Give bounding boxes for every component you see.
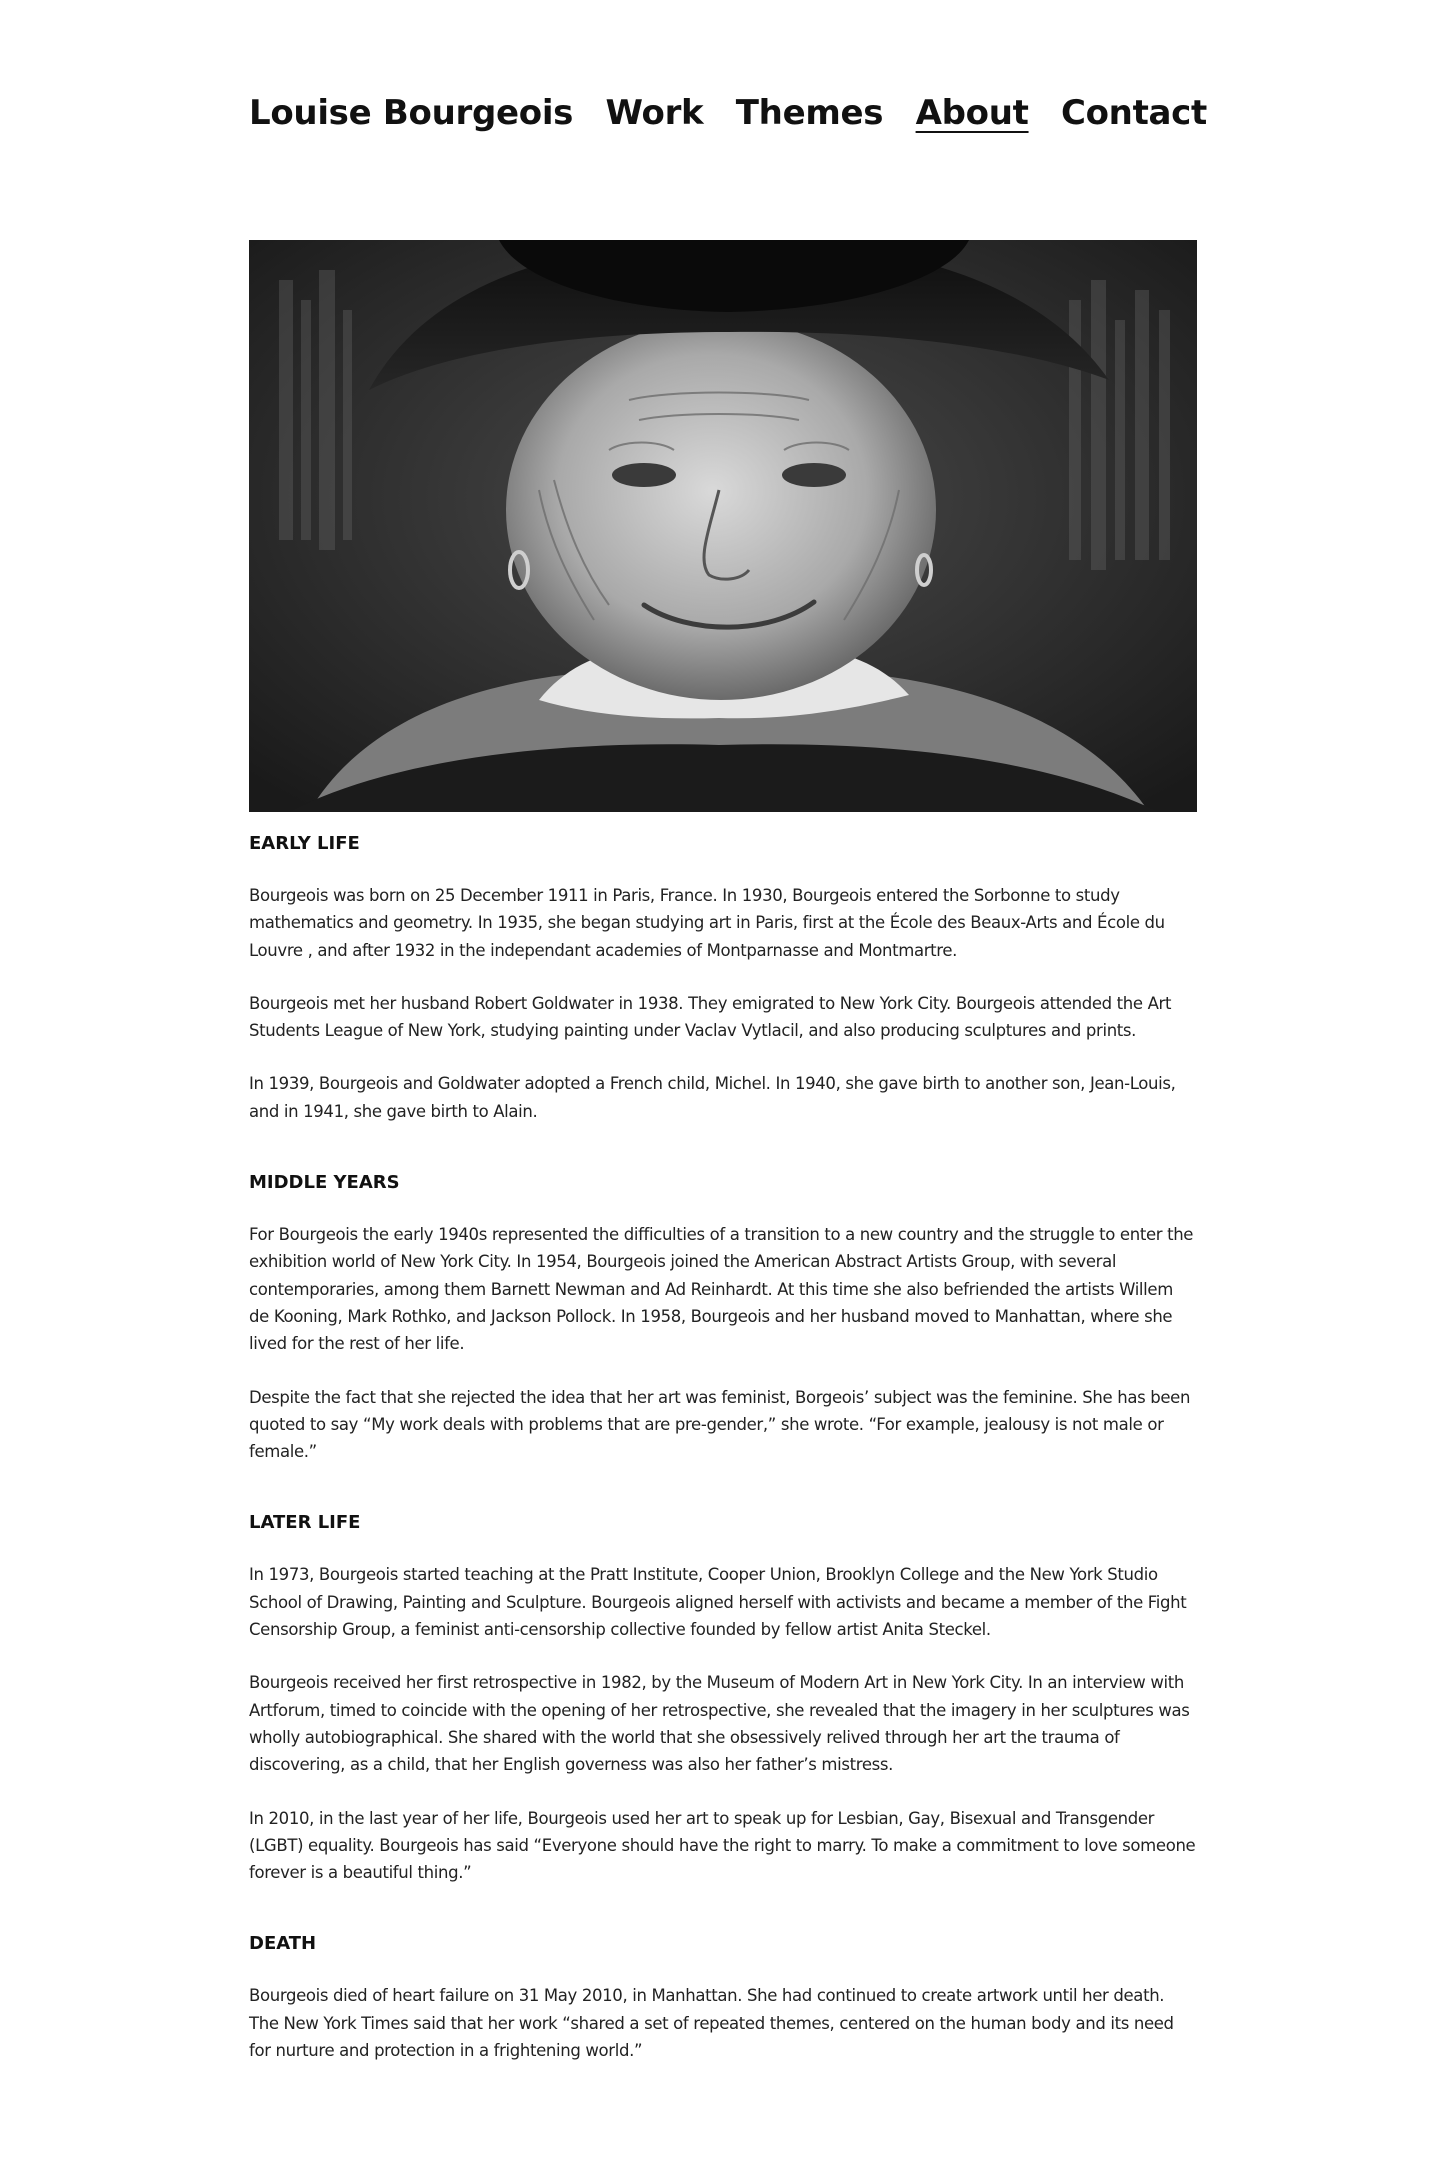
nav-brand-link[interactable]: Louise Bourgeois (249, 93, 574, 133)
paragraph: In 1939, Bourgeois and Goldwater adopted a French child, Michel. In 1940, she gave birth to another son, Jean-Louis, and in 1941, she gave birth to Alain. (249, 1074, 1176, 1121)
paragraph: For Bourgeois the early 1940s represented the difficulties of a transition to a new country and the struggle to enter the exhibition world of New York City. In 1954, Bourgeois joined the American Abstract Artists Group, with several contemporaries, among them Barnett Newman and Ad Reinhardt. At this time she also befriended the artists Willem de Kooning, Mark Rothko, and Jackson Pollock. In 1958, Bourgeois and her husband moved to Manhattan, where she lived for the rest of her life. (249, 1225, 1194, 1354)
section-title: MIDDLE YEARS (249, 1172, 400, 1194)
nav-link-contact[interactable]: Contact (1060, 93, 1207, 133)
section-death (249, 1930, 1197, 2064)
paragraph: Despite the fact that she rejected the idea that her art was feminist, Borgeois’ subject was the feminine. She has been quoted to say “My work deals with problems that are pre-gender,” she wrote. “For example, jealousy is not male or female.” (249, 1387, 1191, 1462)
paragraph: Bourgeois died of heart failure on 31 May 2010, in Manhattan. She had continued to create artwork until her death. The New York Times said that her work “shared a set of repeated themes, centered on the human body and its need for nurture and protection in a frightening world.” (249, 1986, 1174, 2061)
section-title: LATER LIFE (249, 1512, 361, 1534)
portrait-photo (249, 240, 1197, 812)
nav-link-work[interactable]: Work (605, 93, 704, 133)
paragraph: Bourgeois received her first retrospective in 1982, by the Museum of Modern Art in New York City. In an interview with Artforum, timed to coincide with the opening of her retrospective, she revealed that the imagery in her sculptures was wholly autobiographical. She shared with the world that she obsessively relived through her art the trauma of discovering, as a child, that her English governess was also her father’s mistress. (249, 1673, 1190, 1775)
main-nav (249, 88, 1207, 138)
section-later-life (249, 1509, 1197, 1886)
nav-link-themes[interactable]: Themes (735, 93, 884, 133)
section-middle-years (249, 1169, 1197, 1465)
section-early-life (249, 830, 1197, 1125)
section-title: EARLY LIFE (249, 833, 360, 854)
section-title: DEATH (249, 1933, 317, 1955)
paragraph: Bourgeois met her husband Robert Goldwater in 1938. They emigrated to New York City. Bourgeois attended the Art Students League of New York, studying painting under Vaclav Vytlacil, and also producing sculptures and prints. (249, 993, 1172, 1041)
paragraph: Bourgeois was born on 25 December 1911 in Paris, France. In 1930, Bourgeois entered the Sorbonne to study mathematics and geometry. In 1935, she began studying art in Paris, first at the École des Beaux-Arts and École du Louvre , and after 1932 in the independant academies of Montparnasse and Montmartre. (249, 886, 1165, 960)
nav-link-about[interactable]: About (915, 93, 1029, 133)
portrait-illustration (249, 240, 1197, 812)
about-content (249, 830, 1197, 2108)
paragraph: In 1973, Bourgeois started teaching at the Pratt Institute, Cooper Union, Brooklyn College and the New York Studio School of Drawing, Painting and Sculpture. Bourgeois aligned herself with activists and became a member of the Fight Censorship Group, a feminist anti-censorship collective founded by fellow artist Anita Steckel. (249, 1565, 1187, 1640)
paragraph: In 2010, in the last year of her life, Bourgeois used her art to speak up for Lesbian, Gay, Bisexual and Transgender (LGBT) equality. Bourgeois has said “Everyone should have the right to marry. To make a commitment to love someone forever is a beautiful thing.” (249, 1808, 1196, 1883)
